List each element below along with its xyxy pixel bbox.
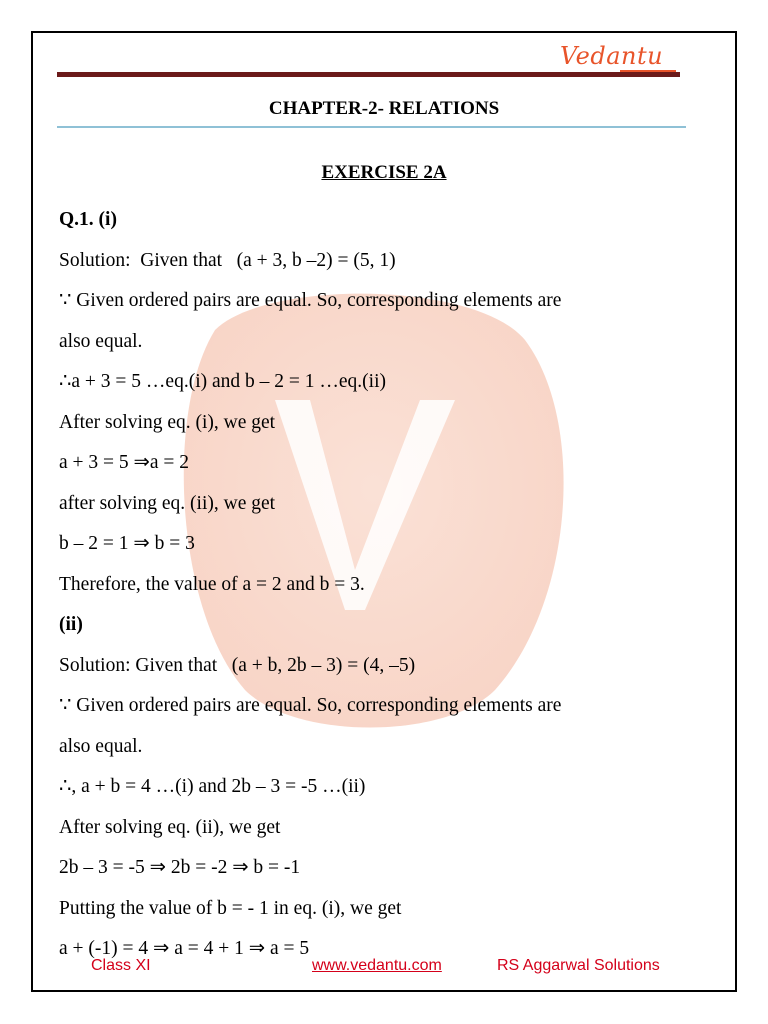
solution-line: ∴a + 3 = 5 …eq.(i) and b – 2 = 1 …eq.(ii)	[59, 371, 386, 392]
chapter-title: CHAPTER-2- RELATIONS	[268, 98, 500, 119]
solution-line: after solving eq. (ii), we get	[59, 492, 276, 514]
solution-line: 2b – 3 = -5 ⇒ 2b = -2 ⇒ b = -1	[59, 857, 301, 878]
solution-line: also equal.	[59, 735, 143, 757]
solution-line: After solving eq. (ii), we get	[59, 816, 281, 838]
solution-line: Solution: Given that (a + 3, b –2) = (5, 1)	[59, 249, 396, 271]
solution-line: ∵ Given ordered pairs are equal. So, corresponding elements are	[59, 290, 562, 311]
question-label: (ii)	[59, 614, 83, 635]
solution-line: ∴, a + b = 4 …(i) and 2b – 3 = -5 …(ii)	[59, 776, 366, 797]
exercise-title: EXERCISE 2A	[321, 162, 447, 183]
solution-line: a + (-1) = 4 ⇒ a = 4 + 1 ⇒ a = 5	[59, 938, 310, 959]
solution-line: b – 2 = 1 ⇒ b = 3	[59, 533, 195, 554]
solution-content	[59, 200, 699, 970]
solution-line: ∵ Given ordered pairs are equal. So, corresponding elements are	[59, 695, 562, 716]
solution-line: Solution: Given that (a + b, 2b – 3) = (4, –5)	[59, 654, 416, 676]
solution-line: Therefore, the value of a = 2 and b = 3.	[59, 573, 365, 595]
vedantu-logo: Vedantu	[560, 42, 664, 70]
header-rule	[57, 72, 680, 77]
title-divider	[57, 126, 686, 128]
footer-class: Class XI	[91, 957, 151, 974]
solution-line: also equal.	[59, 330, 143, 352]
solution-line: Putting the value of b = - 1 in eq. (i), we get	[59, 897, 402, 919]
question-label: Q.1. (i)	[59, 209, 117, 230]
solution-line: After solving eq. (i), we get	[59, 411, 276, 433]
footer-book-title: RS Aggarwal Solutions	[497, 957, 660, 974]
footer-website-link[interactable]: www.vedantu.com	[312, 957, 442, 974]
solution-line: a + 3 = 5 ⇒a = 2	[59, 452, 190, 473]
